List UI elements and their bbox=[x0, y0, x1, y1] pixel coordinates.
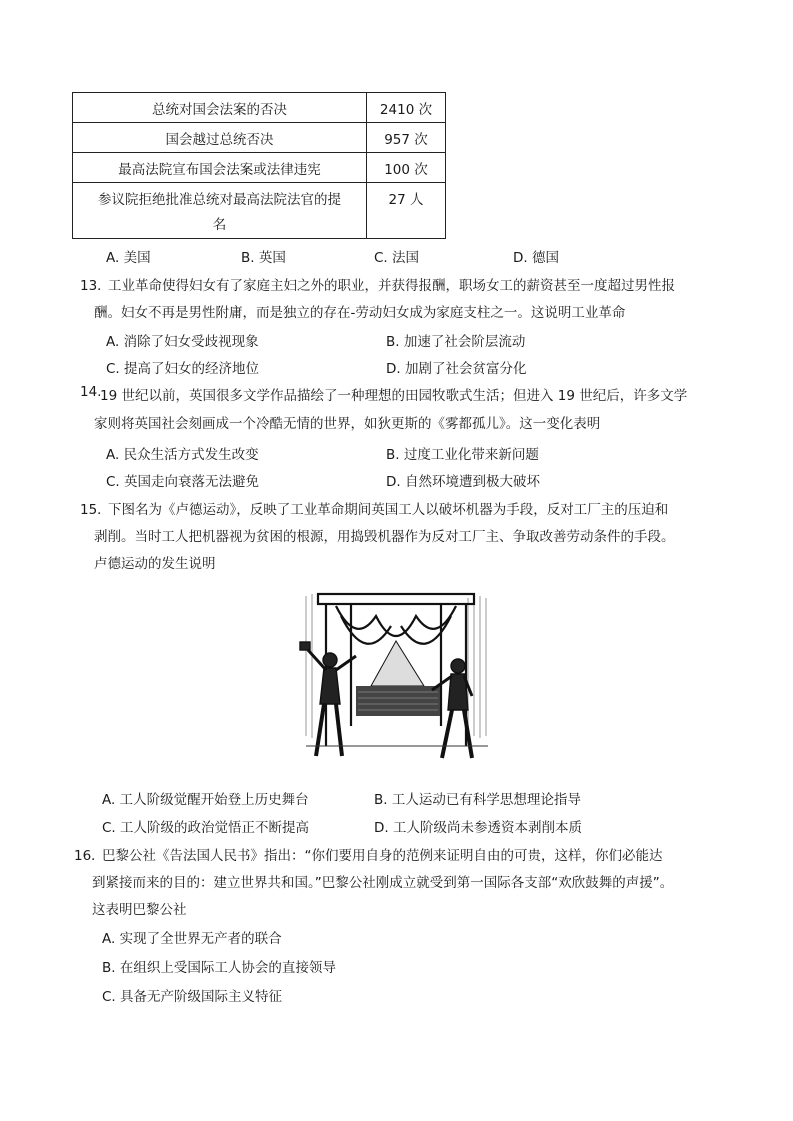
q13-option-c[interactable]: C. 提高了妇女的经济地位 bbox=[106, 361, 260, 377]
q13-stem-line: 酬。妇女不再是男性附庸，而是独立的存在-劳动妇女成为家庭支柱之一。这说明工业革命 bbox=[94, 305, 626, 321]
q15-option-d[interactable]: D. 工人阶级尚未参透资本剥削本质 bbox=[374, 820, 582, 836]
table-row bbox=[73, 183, 446, 239]
q14-option-d[interactable]: D. 自然环境遭到极大破坏 bbox=[386, 474, 540, 490]
q13-option-d[interactable]: D. 加剧了社会贫富分化 bbox=[386, 361, 527, 377]
q16-stem-line: 巴黎公社《告法国人民书》指出：“你们要用自身的范例来证明自由的可贵，这样，你们必能达 bbox=[102, 848, 663, 864]
q14-stem-line: 19 世纪以前，英国很多文学作品描绘了一种理想的田园牧歌式生活；但进入 19 世纪后，许多文学 bbox=[100, 388, 688, 404]
q15-number: 15． bbox=[80, 502, 111, 518]
table-cell-item-line: 参议院拒绝批准总统对最高法院法官的提 bbox=[98, 192, 341, 208]
table-cell-item: 总统对国会法案的否决 bbox=[73, 93, 367, 123]
q14-option-b[interactable]: B. 过度工业化带来新问题 bbox=[386, 447, 539, 463]
luddite-engraving-image bbox=[296, 586, 496, 768]
table-cell-value: 2410 次 bbox=[367, 93, 446, 123]
statistics-table bbox=[72, 92, 446, 239]
q12-option-c[interactable]: C. 法国 bbox=[374, 250, 420, 266]
q15-stem-line: 剥削。当时工人把机器视为贫困的根源，用捣毁机器作为反对工厂主、争取改善劳动条件的手段。 bbox=[94, 529, 675, 545]
table-cell-item: 最高法院宣布国会法案或法律违宪 bbox=[73, 153, 367, 183]
q12-option-b[interactable]: B. 英国 bbox=[241, 250, 286, 266]
q12-option-a[interactable]: A. 美国 bbox=[106, 250, 151, 266]
q16-option-a[interactable]: A. 实现了全世界无产者的联合 bbox=[102, 931, 282, 947]
q13-option-b[interactable]: B. 加速了社会阶层流动 bbox=[386, 334, 526, 350]
q13-stem-line: 工业革命使得妇女有了家庭主妇之外的职业，并获得报酬，职场女工的薪资甚至一度超过男性报 bbox=[108, 278, 675, 294]
table-cell-item-line: 名 bbox=[212, 217, 227, 233]
table-row bbox=[73, 123, 446, 153]
q14-option-c[interactable]: C. 英国走向衰落无法避免 bbox=[106, 474, 260, 490]
q16-stem-line: 这表明巴黎公社 bbox=[92, 902, 187, 918]
q13-number: 13． bbox=[80, 278, 111, 294]
table-row bbox=[73, 153, 446, 183]
q14-option-a[interactable]: A. 民众生活方式发生改变 bbox=[106, 447, 259, 463]
q14-number: 14. bbox=[80, 384, 102, 400]
table-cell-item bbox=[73, 183, 367, 239]
q13-option-a[interactable]: A. 消除了妇女受歧视现象 bbox=[106, 334, 259, 350]
q15-option-c[interactable]: C. 工人阶级的政治觉悟正不断提高 bbox=[102, 820, 310, 836]
q16-option-b[interactable]: B. 在组织上受国际工人协会的直接领导 bbox=[102, 960, 336, 976]
q15-stem-line: 卢德运动的发生说明 bbox=[94, 556, 216, 572]
q16-number: 16． bbox=[74, 848, 105, 864]
q16-option-c[interactable]: C. 具备无产阶级国际主义特征 bbox=[102, 989, 283, 1005]
table-cell-value: 957 次 bbox=[367, 123, 446, 153]
q15-option-a[interactable]: A. 工人阶级觉醒开始登上历史舞台 bbox=[102, 792, 309, 808]
table-cell-value: 100 次 bbox=[367, 153, 446, 183]
q15-stem-line: 下图名为《卢德运动》，反映了工业革命期间英国工人以破坏机器为手段，反对工厂主的压迫和 bbox=[108, 502, 669, 518]
q12-option-d[interactable]: D. 德国 bbox=[513, 250, 559, 266]
table-cell-item: 国会越过总统否决 bbox=[73, 123, 367, 153]
q16-stem-line: 到紧接而来的目的：建立世界共和国。”巴黎公社刚成立就受到第一国际各支部“欢欣鼓舞的声援”。 bbox=[92, 875, 674, 891]
q15-option-b[interactable]: B. 工人运动已有科学思想理论指导 bbox=[374, 792, 581, 808]
q14-stem-line: 家则将英国社会刻画成一个冷酷无情的世界，如狄更斯的《雾都孤儿》。这一变化表明 bbox=[94, 416, 601, 432]
table-cell-value: 27 人 bbox=[367, 183, 446, 239]
table-row bbox=[73, 93, 446, 123]
